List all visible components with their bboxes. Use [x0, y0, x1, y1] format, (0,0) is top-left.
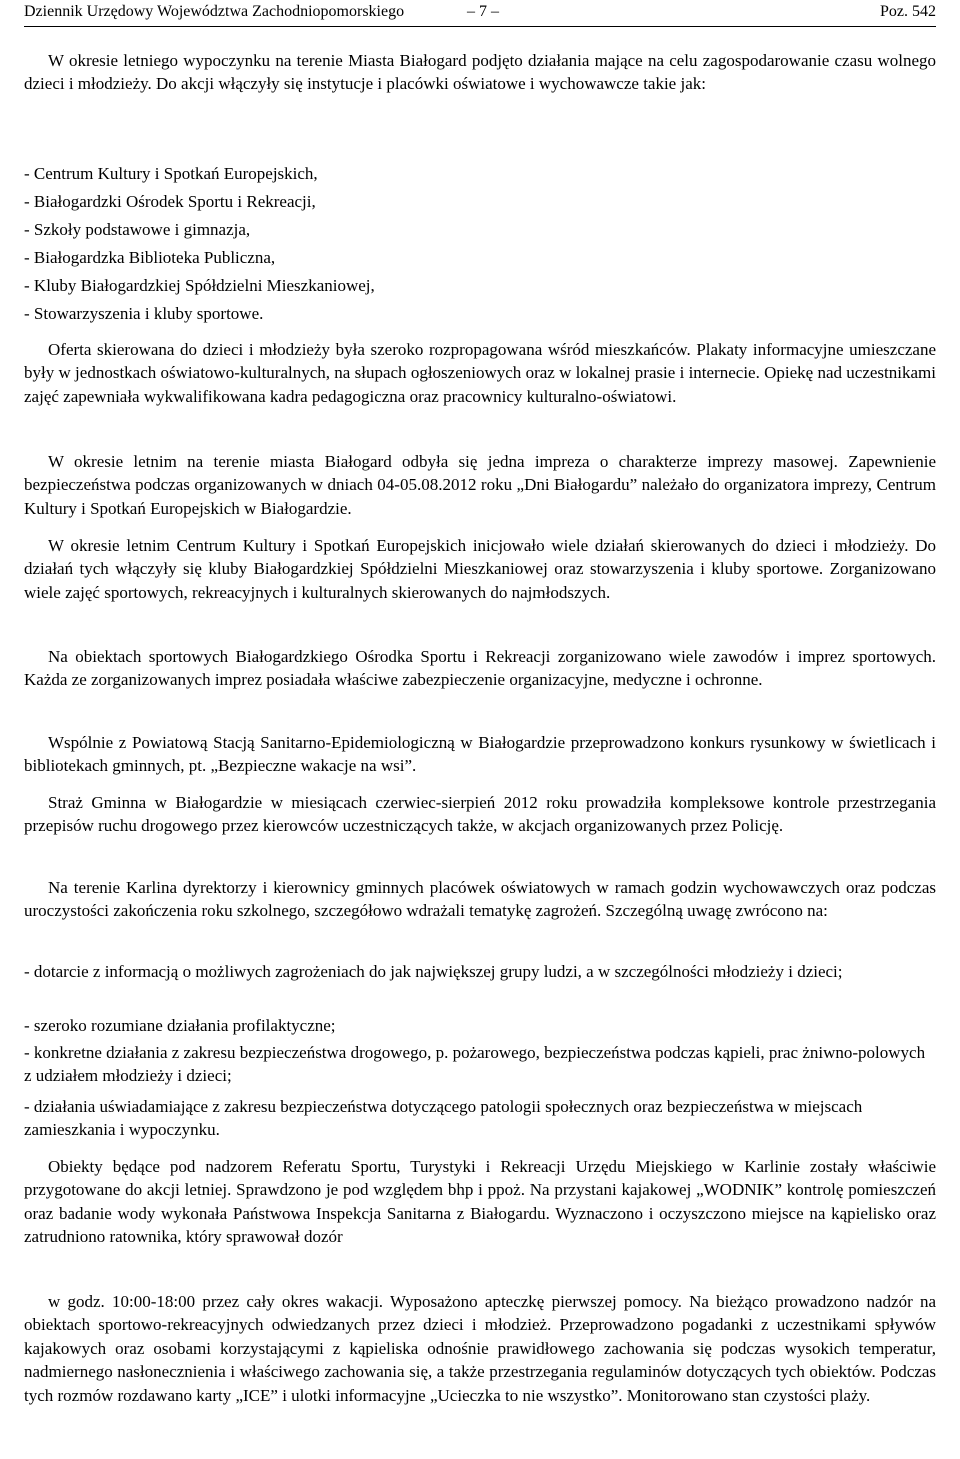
- paragraph-karlin-schools: Na terenie Karlina dyrektorzy i kierownicy gminnych placówek oświatowych w ramach godzin wychowawczych oraz podczas uroczystości zakończenia roku szkolnego, szczegółowo wdrażali tematykę zagrożeń. Szczególną uwagę zwrócono na:: [24, 878, 936, 921]
- paragraph-mass-event: W okresie letnim na terenie miasta Białogard odbyła się jedna impreza o charakterze imprezy masowej. Zapewnienie bezpieczeństwa podczas organizowanych w dniach 04-05.08.2012 roku „Dni Białogardu” należało do organizatora imprezy, Centrum Kultury i Spotkań Europejskich w Białogardzie.: [24, 452, 936, 518]
- paragraph-municipal-guard: Straż Gminna w Białogardzie w miesiącach czerwiec-sierpień 2012 roku prowadziła kompleksowe kontrole przestrzegania przepisów ruchu drogowego przez kierowców uczestniczących także, w akcjach organizowanych przez Policję.: [24, 793, 936, 836]
- institution-item: - Szkoły podstawowe i gimnazja,: [24, 220, 251, 239]
- paragraph-intro: W okresie letniego wypoczynku na terenie Miasta Białogard podjęto działania mające na celu zagospodarowanie czasu wolnego dzieci i młodzieży. Do akcji włączyły się instytucje i placówki oświatowe i wychowawcze takie jak:: [24, 51, 936, 94]
- focus-item: - szeroko rozumiane działania profilaktyczne;: [24, 1016, 336, 1035]
- paragraph-offer: Oferta skierowana do dzieci i młodzieży była szeroko rozpropagowana wśród mieszkańców. Plakaty informacyjne umieszczane były w jednostkach oświatowo-kulturalnych, na słupach ogłoszeniowych oraz w lokalnej prasie i internecie. Opiekę nad uczestnikami zajęć zapewniała wykwalifikowana kadra pedagogiczna oraz pracownicy kulturalno-oświatowi.: [24, 340, 936, 406]
- focus-item: - konkretne działania z zakresu bezpieczeństwa drogowego, p. pożarowego, bezpieczeństwa podczas kąpieli, prac żniwno-polowych z udziałem młodzieży i dzieci;: [24, 1043, 926, 1086]
- focus-item: - dotarcie z informacją o możliwych zagrożeniach do jak największej grupy ludzi, a w szczególności młodzieży i dzieci;: [24, 962, 843, 981]
- institution-item: - Kluby Białogardzkiej Spółdzielni Mieszkaniowej,: [24, 276, 375, 295]
- institution-item: - Centrum Kultury i Spotkań Europejskich,: [24, 164, 318, 183]
- institution-item: - Stowarzyszenia i kluby sportowe.: [24, 304, 264, 323]
- institution-item: - Białogardzka Biblioteka Publiczna,: [24, 248, 276, 267]
- paragraph-sport-centre: Na obiektach sportowych Białogardzkiego Ośrodka Sportu i Rekreacji zorganizowano wiele zawodów i imprez sportowych. Każda ze zorganizowanych imprez posiadała właściwe zabezpieczenie organizacyjne, medyczne i ochronne.: [24, 647, 936, 690]
- journal-title: Dziennik Urzędowy Województwa Zachodniopomorskiego: [24, 3, 405, 20]
- page-header: [24, 0, 936, 27]
- paragraph-karlin-facilities: Obiekty będące pod nadzorem Referatu Sportu, Turystyki i Rekreacji Urzędu Miejskiego w Karlinie zostały właściwie przygotowane do akcji letniej. Sprawdzono je pod względem bhp i ppoż. Na przystani kajakowej „WODNIK” kontrolę pomieszczeń oraz badanie wody wykonała Państwowa Inspekcja Sanitarna z Białogardu. Wyznaczono i oczyszczono miejsce na kąpielisko oraz zatrudniono ratownika, który sprawował dozór: [24, 1157, 936, 1247]
- institution-item: - Białogardzki Ośrodek Sportu i Rekreacji,: [24, 192, 316, 211]
- paragraph-cultural-centre: W okresie letnim Centrum Kultury i Spotkań Europejskich inicjowało wiele działań skierowanych do dzieci i młodzieży. Do działań tych włączyły się kluby Białogardzkiej Spółdzielni Mieszkaniowej oraz stowarzyszenia i kluby sportowe. Zorganizowano wiele zajęć sportowych, rekreacyjnych i kulturalnych skierowanych do najmłodszych.: [24, 536, 936, 602]
- paragraph-contest: Wspólnie z Powiatową Stacją Sanitarno-Epidemiologiczną w Białogardzie przeprowadzono konkurs rysunkowy w świetlicach i bibliotekach gminnych, pt. „Bezpieczne wakacje na wsi”.: [24, 733, 936, 776]
- item-position: Poz. 542: [880, 3, 936, 20]
- paragraph-supervision: w godz. 10:00-18:00 przez cały okres wakacji. Wyposażono apteczkę pierwszej pomocy. Na bieżąco prowadzono nadzór na obiektach sportowo-rekreacyjnych odwiedzanych przez dzieci i młodzież. Przeprowadzono pogadanki z uczestnikami spływów kajakowych oraz osobami korzystającymi z kąpieliska odnośnie prawidłowego zachowania się podczas wysokich temperatur, nadmiernego nasłonecznienia i właściwego zachowania się, a także przestrzegania regulaminów dotyczących tych obiektów. Podczas tych rozmów rozdawano karty „ICE” i ulotki informacyjne „Ucieczka to nie wszystko”. Monitorowano stan czystości plaży.: [24, 1292, 936, 1405]
- focus-item: - działania uświadamiające z zakresu bezpieczeństwa dotyczącego patologii społecznych oraz bezpieczeństwa w miejscach zamieszkania i wypoczynku.: [24, 1097, 863, 1140]
- page-number: – 7 –: [467, 3, 499, 20]
